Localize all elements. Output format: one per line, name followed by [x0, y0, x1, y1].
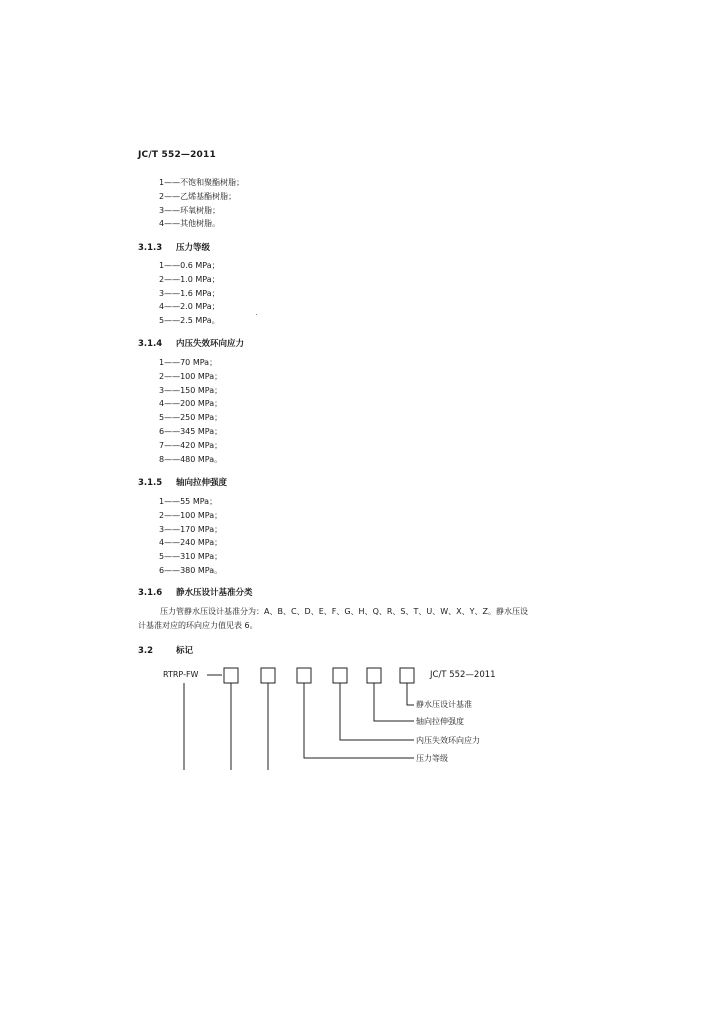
marking-box-2 — [261, 668, 275, 683]
marking-box-1 — [224, 668, 238, 683]
section-title: 内压失效环向应力 — [176, 339, 245, 349]
list-item: 1——0.6 MPa； — [159, 261, 220, 270]
section-title: 轴向拉伸强度 — [176, 478, 228, 488]
list-item: 3——170 MPa； — [159, 524, 223, 534]
list-item: 1——70 MPa； — [159, 358, 218, 367]
list-item: 2——乙烯基酯树脂； — [159, 191, 237, 201]
list-item: 6——345 MPa； — [159, 426, 223, 436]
label-pressure-class: 压力等级 — [416, 754, 448, 763]
section-number: 3.1.6 — [138, 588, 163, 598]
label-hoop-stress: 内压失效环向应力 — [416, 736, 480, 745]
section-title: 静水压设计基准分类 — [176, 588, 253, 598]
list-item: 3——1.6 MPa； — [159, 288, 220, 298]
section-title: 压力等级 — [176, 243, 211, 253]
list-item: 6——380 MPa。 — [159, 565, 223, 575]
list-item: 2——100 MPa； — [159, 371, 223, 381]
list-item: 1——55 MPa； — [159, 497, 218, 506]
leader-hoop — [340, 683, 414, 740]
section-number: 3.1.3 — [138, 243, 163, 253]
marking-standard-number: JC/T 552—2011 — [430, 670, 496, 680]
marking-box-3 — [297, 668, 311, 683]
section-number: 3.1.5 — [138, 478, 163, 488]
paragraph-line: 计基准对应的环向应力值见表 6。 — [138, 621, 258, 630]
paragraph-line: 压力管静水压设计基准分为：A、B、C、D、E、F、G、H、Q、R、S、T、U、W、X、Y、Z。静水压设 — [160, 607, 529, 616]
list-item: 4——其他树脂。 — [159, 219, 221, 229]
label-axial-tensile-strength: 轴向拉伸强度 — [416, 717, 464, 726]
list-item: 4——240 MPa； — [159, 538, 223, 548]
list-item: 3——环氧树脂； — [159, 205, 221, 215]
leader-hydrostatic — [407, 683, 414, 705]
section-title: 标记 — [176, 646, 194, 656]
section-number: 3.1.4 — [138, 339, 163, 349]
section-number: 3.2 — [138, 646, 154, 656]
page-header-standard: JC/T 552—2011 — [138, 150, 216, 160]
marking-box-5 — [367, 668, 381, 683]
list-item: 8——480 MPa。 — [159, 454, 223, 464]
scan-speck — [256, 314, 257, 315]
list-item: 4——2.0 MPa； — [159, 302, 220, 312]
leader-axial — [374, 683, 414, 721]
list-item: 2——1.0 MPa； — [159, 274, 220, 284]
list-item: 5——2.5 MPa。 — [159, 316, 220, 326]
marking-box-6 — [400, 668, 414, 683]
list-item: 1——不饱和聚酯树脂； — [159, 178, 245, 187]
label-hydrostatic-design-basis: 静水压设计基准 — [416, 700, 472, 709]
marking-box-4 — [333, 668, 347, 683]
list-item: 7——420 MPa； — [159, 440, 223, 450]
list-item: 3——150 MPa； — [159, 385, 223, 395]
list-item: 4——200 MPa； — [159, 399, 223, 409]
list-item: 2——100 MPa； — [159, 510, 223, 520]
list-item: 5——310 MPa； — [159, 552, 223, 562]
list-item: 5——250 MPa； — [159, 413, 223, 423]
marking-code-prefix: RTRP-FW — [163, 670, 199, 679]
